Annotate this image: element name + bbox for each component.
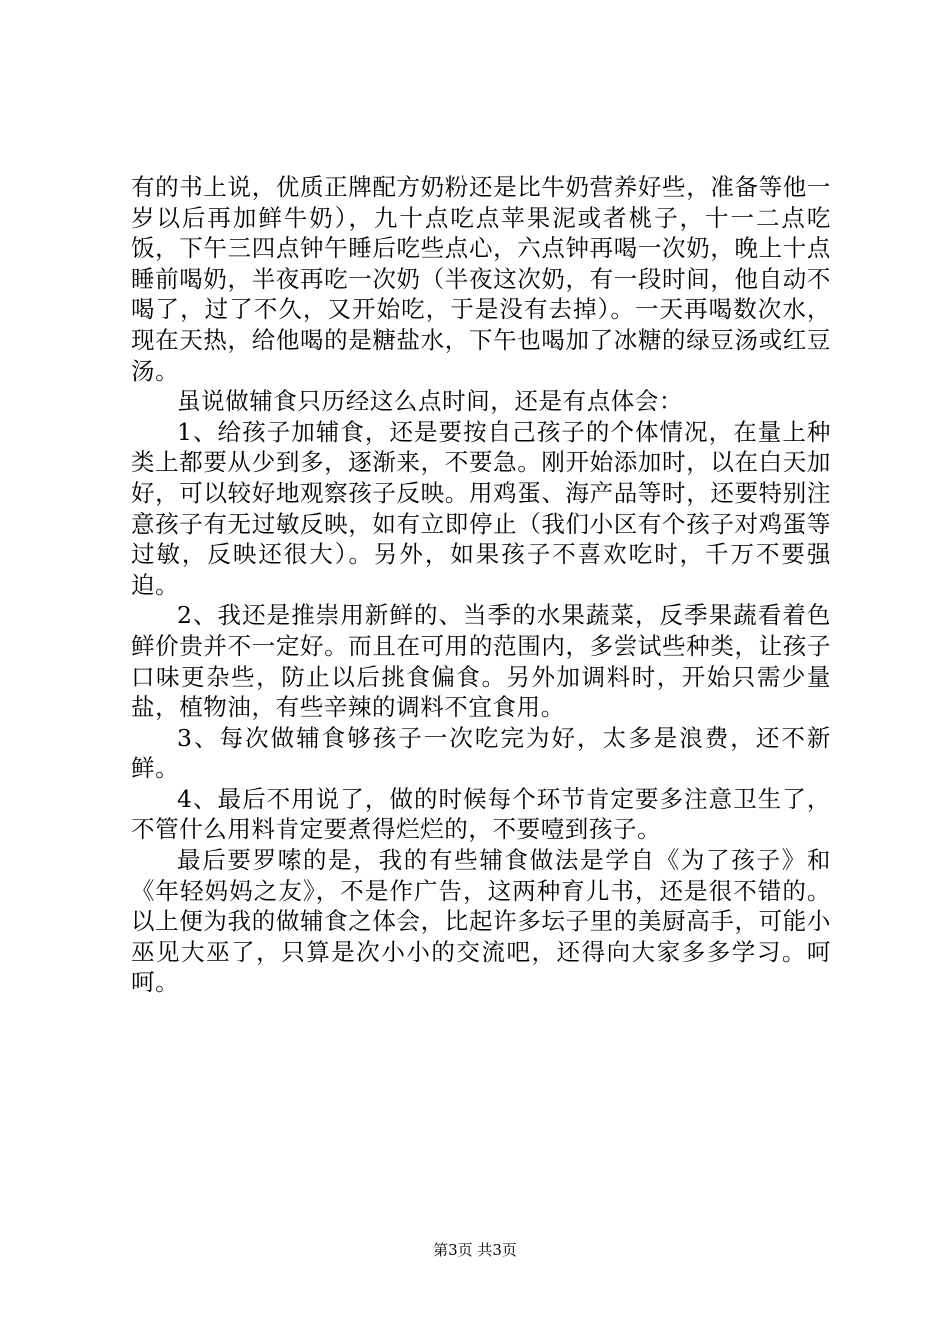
paragraph-experience-intro: 虽说做辅食只历经这么点时间，还是有点体会： <box>177 387 684 416</box>
paragraph-continuation: 有的书上说，优质正牌配方奶粉还是比牛奶营养好些，准备等他一岁以后再加鲜牛奶），九十点吃点苹果泥或者桃子，十一二点吃饭，下午三四点钟午睡后吃些点心，六点钟再喝一次奶，晚上十点睡前喝奶，半夜再吃一次奶（半夜这次奶，有一段时间，他自动不喝了，过了不久，又开始吃，于是没有去掉）。一天再喝数次水，现在天热，给他喝的是糖盐水，下午也喝加了冰糖的绿豆汤或红豆汤。 <box>131 173 831 385</box>
paragraph-point-3: 3、每次做辅食够孩子一次吃完为好，太多是浪费，还不新鲜。 <box>131 723 831 783</box>
page-number: 第3页 共3页 <box>433 1241 517 1259</box>
document-body <box>131 172 831 998</box>
paragraph-point-2: 2、我还是推崇用新鲜的、当季的水果蔬菜，反季果蔬看着色鲜价贵并不一定好。而且在可用的范围内，多尝试些种类，让孩子口味更杂些，防止以后挑食偏食。另外加调料时，开始只需少量盐，植物油，有些辛辣的调料不宜食用。 <box>131 601 831 722</box>
paragraph-point-4: 4、最后不用说了，做的时候每个环节肯定要多注意卫生了，不管什么用料肯定要煮得烂烂的，不要噎到孩子。 <box>131 784 831 844</box>
paragraph-point-1: 1、给孩子加辅食，还是要按自己孩子的个体情况，在量上种类上都要从少到多，逐渐来，不要急。刚开始添加时，以在白天加好，可以较好地观察孩子反映。用鸡蛋、海产品等时，还要特别注意孩子有无过敏反映，如有立即停止（我们小区有个孩子对鸡蛋等过敏，反映还很大）。另外，如果孩子不喜欢吃时，千万不要强迫。 <box>131 417 831 599</box>
paragraph-closing: 最后要罗嗦的是，我的有些辅食做法是学自《为了孩子》和《年轻妈妈之友》，不是作广告，这两种育儿书，还是很不错的。以上便为我的做辅食之体会，比起许多坛子里的美厨高手，可能小巫见大巫了，只算是次小小的交流吧，还得向大家多多学习。呵呵。 <box>131 846 831 997</box>
